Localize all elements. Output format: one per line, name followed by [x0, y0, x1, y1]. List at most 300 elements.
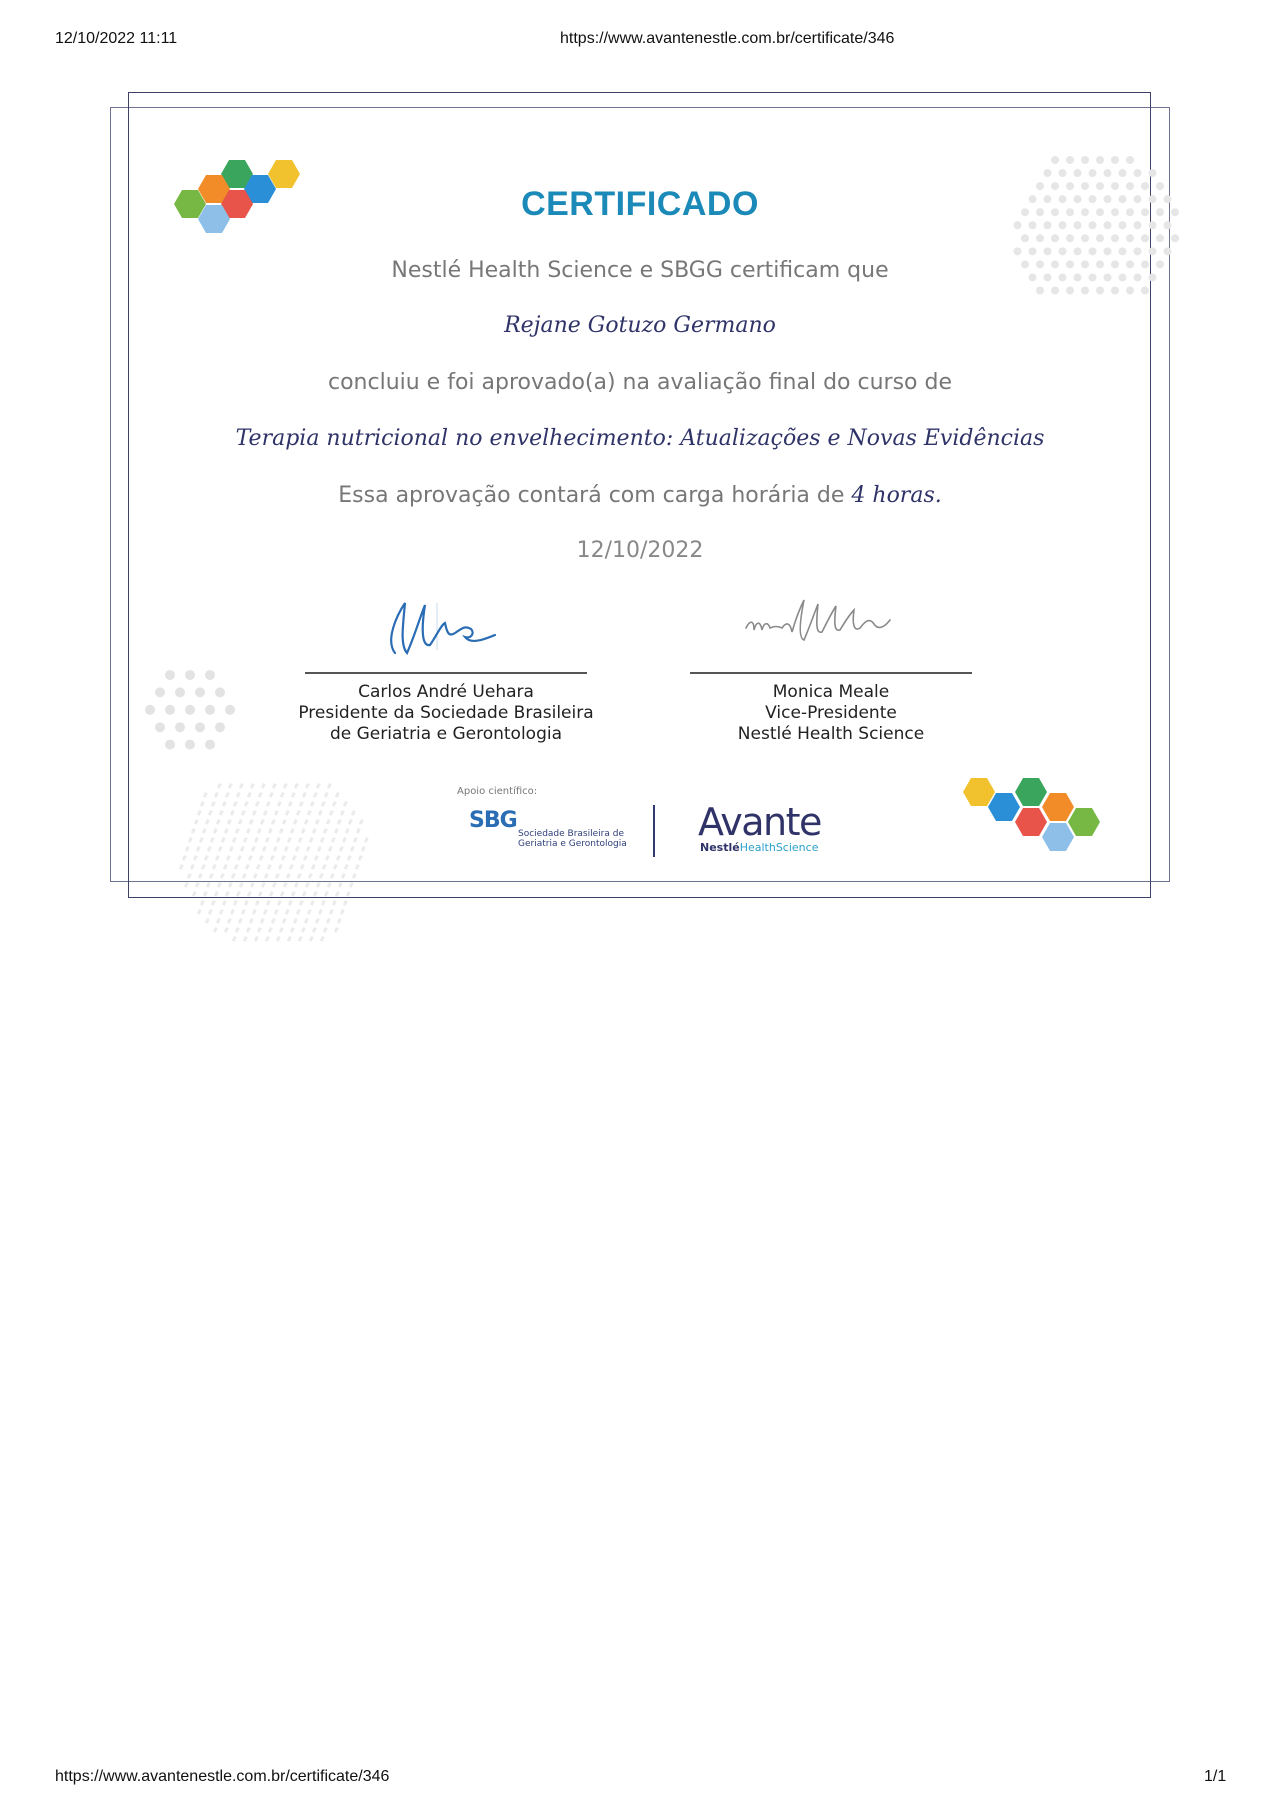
decor-dash: [261, 783, 266, 789]
decor-dot: [1081, 287, 1089, 295]
decor-dot: [225, 705, 235, 715]
signatory-role: de Geriatria e Gerontologia: [329, 724, 563, 744]
decor-dot: [1029, 247, 1037, 255]
decor-dash: [261, 882, 266, 888]
decor-dash: [315, 918, 320, 924]
decor-dash: [263, 909, 268, 915]
decor-dash: [335, 792, 340, 798]
decor-dash: [201, 864, 206, 870]
decor-dash: [219, 810, 224, 816]
decor-dash: [266, 900, 271, 906]
decor-dash: [290, 927, 295, 933]
decor-dash: [260, 819, 265, 825]
decor-dash: [239, 783, 244, 789]
decor-dash: [260, 918, 265, 924]
decor-dash: [185, 846, 190, 852]
decor-dash: [321, 801, 326, 807]
decor-dash: [236, 792, 241, 798]
decor-dash: [296, 909, 301, 915]
decor-dash: [316, 882, 321, 888]
footer-page-number: 1/1: [1204, 1768, 1227, 1785]
decor-dash: [208, 909, 213, 915]
decor-dash: [349, 882, 354, 888]
sbgg-text-line: Geriatria e Gerontologia: [518, 839, 627, 849]
decor-dash: [279, 927, 284, 933]
decor-dash: [341, 873, 346, 879]
decor-dash: [361, 846, 366, 852]
hours-statement: [0, 483, 1280, 508]
decor-dash: [272, 882, 277, 888]
hexagon-shape: [1015, 778, 1047, 806]
signature-line: [690, 672, 972, 674]
signatory-meale: [671, 682, 991, 745]
decor-dash: [283, 783, 288, 789]
decor-dash: [182, 855, 187, 861]
decor-dash: [327, 882, 332, 888]
decor-dash: [344, 864, 349, 870]
decor-dot: [1089, 169, 1097, 177]
signature-image-meale: [740, 590, 920, 660]
decor-dash: [257, 828, 262, 834]
decor-dash: [268, 927, 273, 933]
decor-dash: [355, 864, 360, 870]
decor-dot: [1044, 169, 1052, 177]
decor-dot: [1119, 169, 1127, 177]
recipient-name: Rejane Gotuzo Germano: [504, 313, 776, 338]
decor-dash: [331, 837, 336, 843]
decor-dash: [227, 918, 232, 924]
signature-line: [305, 672, 587, 674]
decor-dash: [330, 873, 335, 879]
decor-dash: [233, 801, 238, 807]
decor-dash: [254, 837, 259, 843]
decor-dash: [232, 936, 237, 942]
decor-dash: [208, 810, 213, 816]
decor-dot: [1014, 247, 1022, 255]
decor-dash: [273, 846, 278, 852]
decor-dash: [334, 828, 339, 834]
decor-dash: [267, 864, 272, 870]
decor-dash: [282, 918, 287, 924]
decor-dash: [258, 792, 263, 798]
decor-dot: [215, 722, 225, 732]
decor-dash: [202, 828, 207, 834]
decor-dot: [185, 705, 195, 715]
decor-dash: [210, 837, 215, 843]
decor-dash: [235, 828, 240, 834]
decor-dash: [248, 855, 253, 861]
decor-dot: [1036, 287, 1044, 295]
decor-dash: [313, 792, 318, 798]
hatch-decoration: [165, 775, 405, 950]
decor-dash: [288, 801, 293, 807]
decor-dash: [233, 900, 238, 906]
decor-dash: [256, 864, 261, 870]
decor-dash: [352, 873, 357, 879]
decor-dash: [324, 891, 329, 897]
decor-dot: [1111, 156, 1119, 164]
decor-dash: [193, 855, 198, 861]
decor-dot: [1096, 156, 1104, 164]
decor-dot: [1126, 156, 1134, 164]
decor-dash: [246, 927, 251, 933]
decor-dash: [240, 846, 245, 852]
decor-dash: [305, 882, 310, 888]
decor-dot: [1111, 287, 1119, 295]
decor-dash: [199, 837, 204, 843]
logo-divider: [653, 805, 655, 857]
decor-dot: [1066, 287, 1074, 295]
decor-dash: [326, 819, 331, 825]
decor-dash: [216, 918, 221, 924]
decor-dash: [213, 828, 218, 834]
decor-dash: [211, 801, 216, 807]
decor-dash: [195, 882, 200, 888]
decor-dash: [297, 873, 302, 879]
decor-dash: [281, 855, 286, 861]
decor-dot: [205, 740, 215, 750]
decor-dash: [305, 783, 310, 789]
decor-dash: [237, 855, 242, 861]
decor-dash: [314, 855, 319, 861]
decor-dash: [279, 828, 284, 834]
decor-dash: [271, 918, 276, 924]
decor-dash: [217, 882, 222, 888]
hexagon-shape: [1042, 823, 1074, 851]
print-datetime: 12/10/2022 11:11: [55, 30, 178, 47]
signatory-uehara: [286, 682, 606, 745]
decor-dash: [329, 810, 334, 816]
decor-dash: [203, 792, 208, 798]
decor-dash: [332, 900, 337, 906]
decor-dot: [145, 705, 155, 715]
decor-dash: [196, 846, 201, 852]
decor-dot: [155, 687, 165, 697]
certificate-title: CERTIFICADO: [521, 185, 759, 223]
decor-dash: [324, 792, 329, 798]
decor-dash: [255, 801, 260, 807]
decor-dash: [251, 846, 256, 852]
health-science-word: HealthScience: [739, 841, 819, 854]
decor-dash: [241, 909, 246, 915]
decor-dot: [1134, 169, 1142, 177]
decor-dash: [224, 927, 229, 933]
decor-dash: [351, 810, 356, 816]
decor-dash: [283, 882, 288, 888]
decor-dash: [364, 837, 369, 843]
decor-dash: [337, 918, 342, 924]
decor-dash: [230, 909, 235, 915]
hours-value: 4 horas.: [851, 483, 942, 508]
decor-dash: [295, 846, 300, 852]
decor-dash: [290, 828, 295, 834]
signatory-role: Nestlé Health Science: [737, 724, 925, 744]
decor-dash: [356, 828, 361, 834]
decor-dot: [175, 687, 185, 697]
decor-dash: [246, 828, 251, 834]
decor-dash: [300, 864, 305, 870]
decor-dot: [1074, 169, 1082, 177]
decor-dash: [225, 891, 230, 897]
decor-dash: [269, 891, 274, 897]
decor-dash: [339, 846, 344, 852]
decor-dot: [1059, 169, 1067, 177]
decor-dash: [343, 900, 348, 906]
decor-dot: [1021, 234, 1029, 242]
decor-dash: [310, 801, 315, 807]
decor-dash: [255, 900, 260, 906]
decor-dot: [1096, 234, 1104, 242]
hexagon-shape: [1042, 793, 1074, 821]
decor-dot: [1141, 287, 1149, 295]
decor-dash: [294, 783, 299, 789]
decor-dash: [323, 828, 328, 834]
nestle-word: Nestlé: [700, 841, 740, 854]
decor-dash: [229, 846, 234, 852]
decor-dash: [323, 927, 328, 933]
decor-dash: [205, 918, 210, 924]
decor-dash: [318, 909, 323, 915]
decor-dash: [304, 819, 309, 825]
decor-dash: [313, 891, 318, 897]
decor-dash: [309, 837, 314, 843]
decor-dash: [307, 810, 312, 816]
decor-dash: [316, 783, 321, 789]
decor-dash: [238, 819, 243, 825]
decor-dot: [1149, 247, 1157, 255]
decor-dot: [1134, 247, 1142, 255]
decor-dash: [329, 909, 334, 915]
decor-dash: [291, 792, 296, 798]
decor-dash: [271, 819, 276, 825]
decor-dash: [269, 792, 274, 798]
hexagon-shape: [1068, 808, 1100, 836]
decor-dash: [326, 918, 331, 924]
decor-dash: [333, 864, 338, 870]
decor-dash: [272, 783, 277, 789]
decor-dash: [317, 846, 322, 852]
decor-dash: [301, 927, 306, 933]
decor-dash: [264, 873, 269, 879]
decor-dot: [1051, 156, 1059, 164]
sbgg-logo-text: [518, 829, 627, 849]
decor-dash: [197, 810, 202, 816]
decor-dash: [274, 810, 279, 816]
decor-dash: [328, 846, 333, 852]
decor-dot: [1081, 234, 1089, 242]
decor-dash: [228, 783, 233, 789]
decor-dash: [291, 891, 296, 897]
decor-dash: [190, 864, 195, 870]
decor-dot: [1141, 234, 1149, 242]
decor-dash: [332, 801, 337, 807]
decor-dash: [280, 891, 285, 897]
decor-dash: [228, 882, 233, 888]
decor-dash: [298, 837, 303, 843]
decor-dash: [221, 837, 226, 843]
decor-dash: [250, 882, 255, 888]
decor-dot: [1089, 247, 1097, 255]
decor-dash: [263, 810, 268, 816]
sponsor-label: Apoio científico:: [457, 786, 538, 797]
decor-dot: [215, 687, 225, 697]
decor-dash: [214, 891, 219, 897]
decor-dot: [1149, 169, 1157, 177]
decor-dash: [212, 864, 217, 870]
decor-dash: [350, 846, 355, 852]
decor-dash: [308, 873, 313, 879]
decor-dot: [195, 722, 205, 732]
decor-dash: [244, 900, 249, 906]
footer-url: https://www.avantenestle.com.br/certificate/346: [55, 1768, 390, 1785]
decor-dash: [298, 936, 303, 942]
decor-dash: [217, 783, 222, 789]
decor-dash: [312, 828, 317, 834]
decor-dash: [359, 819, 364, 825]
decor-dash: [253, 873, 258, 879]
decor-dot: [205, 705, 215, 715]
decor-dash: [243, 837, 248, 843]
decor-dash: [284, 846, 289, 852]
decor-dash: [211, 900, 216, 906]
decor-dash: [204, 855, 209, 861]
decor-dash: [342, 837, 347, 843]
decor-dash: [315, 819, 320, 825]
decor-dot: [1059, 247, 1067, 255]
decor-dot: [1066, 156, 1074, 164]
decor-dot: [1081, 156, 1089, 164]
decor-dash: [287, 936, 292, 942]
decor-dash: [198, 873, 203, 879]
decor-dash: [336, 855, 341, 861]
decor-dash: [236, 891, 241, 897]
decor-dash: [207, 846, 212, 852]
decor-dot: [185, 670, 195, 680]
decor-dash: [302, 792, 307, 798]
decor-dot: [1036, 234, 1044, 242]
decor-dash: [292, 855, 297, 861]
decor-dash: [247, 792, 252, 798]
avante-logo: Avante: [698, 800, 821, 844]
decor-dash: [304, 918, 309, 924]
decor-dash: [275, 873, 280, 879]
decor-dash: [325, 855, 330, 861]
decor-dash: [293, 819, 298, 825]
decor-dash: [270, 855, 275, 861]
decor-dash: [335, 891, 340, 897]
decor-dash: [224, 828, 229, 834]
signatory-role: Presidente da Sociedade Brasileira: [298, 703, 594, 723]
decor-dot: [1111, 234, 1119, 242]
dot-pattern-decoration: [138, 665, 248, 760]
decor-dash: [320, 837, 325, 843]
decor-dash: [223, 864, 228, 870]
decor-dash: [288, 900, 293, 906]
decor-dash: [244, 801, 249, 807]
decor-dash: [294, 882, 299, 888]
decor-dot: [155, 722, 165, 732]
decor-dot: [1051, 234, 1059, 242]
decor-dash: [192, 891, 197, 897]
decor-dot: [1164, 247, 1172, 255]
decor-dash: [238, 918, 243, 924]
decor-dash: [268, 828, 273, 834]
decor-dot: [165, 705, 175, 715]
decor-dash: [293, 918, 298, 924]
decor-dash: [257, 927, 262, 933]
hexagon-shape: [963, 778, 995, 806]
decor-dash: [209, 873, 214, 879]
decor-dash: [340, 810, 345, 816]
decor-dash: [215, 855, 220, 861]
decor-dash: [184, 882, 189, 888]
decor-dash: [262, 846, 267, 852]
decor-dash: [277, 900, 282, 906]
decor-dash: [265, 936, 270, 942]
decor-dash: [188, 837, 193, 843]
decor-dot: [1126, 234, 1134, 242]
decor-dash: [266, 801, 271, 807]
decor-dash: [301, 828, 306, 834]
decor-dash: [179, 864, 184, 870]
decor-dash: [194, 819, 199, 825]
decor-dash: [200, 900, 205, 906]
decor-dash: [347, 855, 352, 861]
decor-dash: [306, 846, 311, 852]
decor-dash: [243, 936, 248, 942]
decor-dash: [187, 873, 192, 879]
decor-dash: [276, 936, 281, 942]
decor-dot: [1126, 287, 1134, 295]
decor-dash: [296, 810, 301, 816]
decor-dash: [309, 936, 314, 942]
decor-dash: [277, 801, 282, 807]
decor-dash: [343, 801, 348, 807]
decor-dash: [191, 828, 196, 834]
decor-dot: [1044, 247, 1052, 255]
decor-dash: [311, 864, 316, 870]
decor-dash: [218, 846, 223, 852]
decor-dash: [235, 927, 240, 933]
decor-dash: [213, 927, 218, 933]
certificate-date: 12/10/2022: [576, 538, 704, 563]
decor-dash: [216, 819, 221, 825]
decor-dash: [282, 819, 287, 825]
decor-dash: [289, 864, 294, 870]
hexagon-shape: [1015, 808, 1047, 836]
decor-dot: [165, 670, 175, 680]
decor-dash: [287, 837, 292, 843]
decor-dash: [310, 900, 315, 906]
decor-dash: [322, 864, 327, 870]
decor-dot: [195, 687, 205, 697]
decor-dash: [353, 837, 358, 843]
decor-dash: [219, 909, 224, 915]
decor-dash: [338, 882, 343, 888]
decor-dash: [232, 837, 237, 843]
decor-dash: [227, 819, 232, 825]
decor-dash: [337, 819, 342, 825]
hexagon-shape: [988, 793, 1020, 821]
decor-dash: [200, 801, 205, 807]
nestle-health-science-logo: [700, 841, 818, 854]
decor-dash: [302, 891, 307, 897]
decor-dash: [307, 909, 312, 915]
decor-dash: [234, 864, 239, 870]
decor-dash: [241, 810, 246, 816]
decor-dot: [1104, 169, 1112, 177]
decor-dash: [358, 855, 363, 861]
